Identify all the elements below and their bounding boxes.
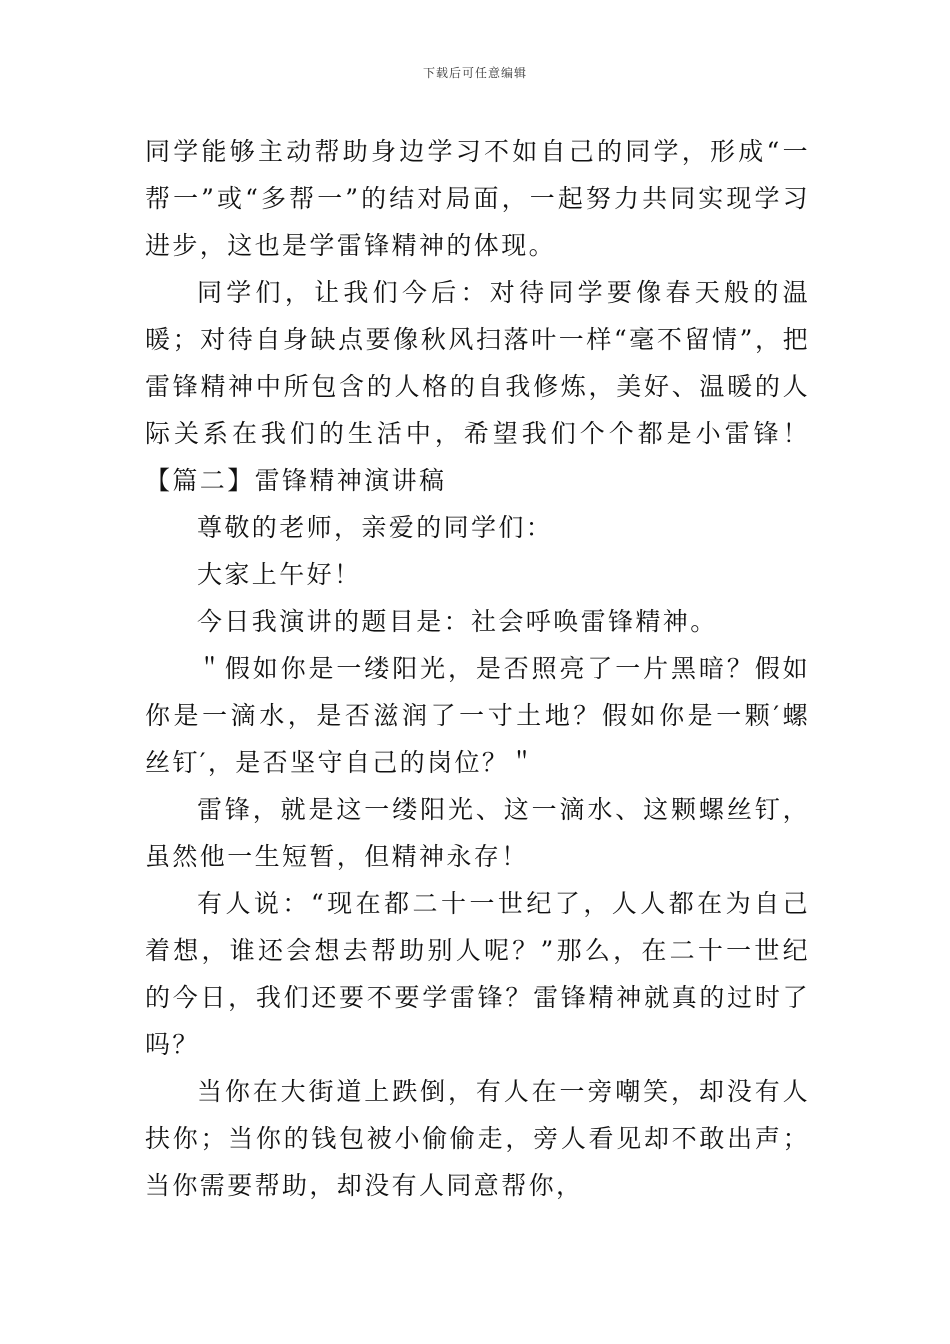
paragraph-9: 当你在大街道上跌倒，有人在一旁嘲笑，却没有人扶你；当你的钱包被小偷偷走，旁人看见却不敢出声；当你需要帮助，却没有人同意帮你， xyxy=(145,1077,810,1200)
paragraph-8: 有人说：“现在都二十一世纪了，人人都在为自己着想，谁还会想去帮助别人呢？”那么，在二十一世纪的今日，我们还要不要学雷锋？雷锋精神就真的过时了吗？ xyxy=(145,889,810,1059)
paragraph-2: 同学们，让我们今后：对待同学要像春天般的温暖；对待自身缺点要像秋风扫落叶一样“毫不留情”，把雷锋精神中所包含的人格的自我修炼，美好、温暖的人际关系在我们的生活中，希望我们个个都是小雷锋！【篇二】雷锋精神演讲稿 xyxy=(145,278,810,495)
paragraph-3: 尊敬的老师，亲爱的同学们： xyxy=(197,513,554,542)
page-header: 下载后可任意编辑 xyxy=(422,66,527,80)
document-body xyxy=(145,128,810,1209)
paragraph-1: 同学能够主动帮助身边学习不如自己的同学，形成“一帮一”或“多帮一”的结对局面，一起努力共同实现学习进步，这也是学雷锋精神的体现。 xyxy=(145,137,810,260)
paragraph-6: ＂假如你是一缕阳光，是否照亮了一片黑暗？假如你是一滴水，是否滋润了一寸土地？假如你是一颗′螺丝钉′，是否坚守自己的岗位？＂ xyxy=(145,654,810,777)
paragraph-4: 大家上午好！ xyxy=(197,560,362,589)
paragraph-7: 雷锋，就是这一缕阳光、这一滴水、这颗螺丝钉，虽然他一生短暂，但精神永存！ xyxy=(145,795,810,871)
paragraph-5: 今日我演讲的题目是：社会呼唤雷锋精神。 xyxy=(197,607,718,636)
